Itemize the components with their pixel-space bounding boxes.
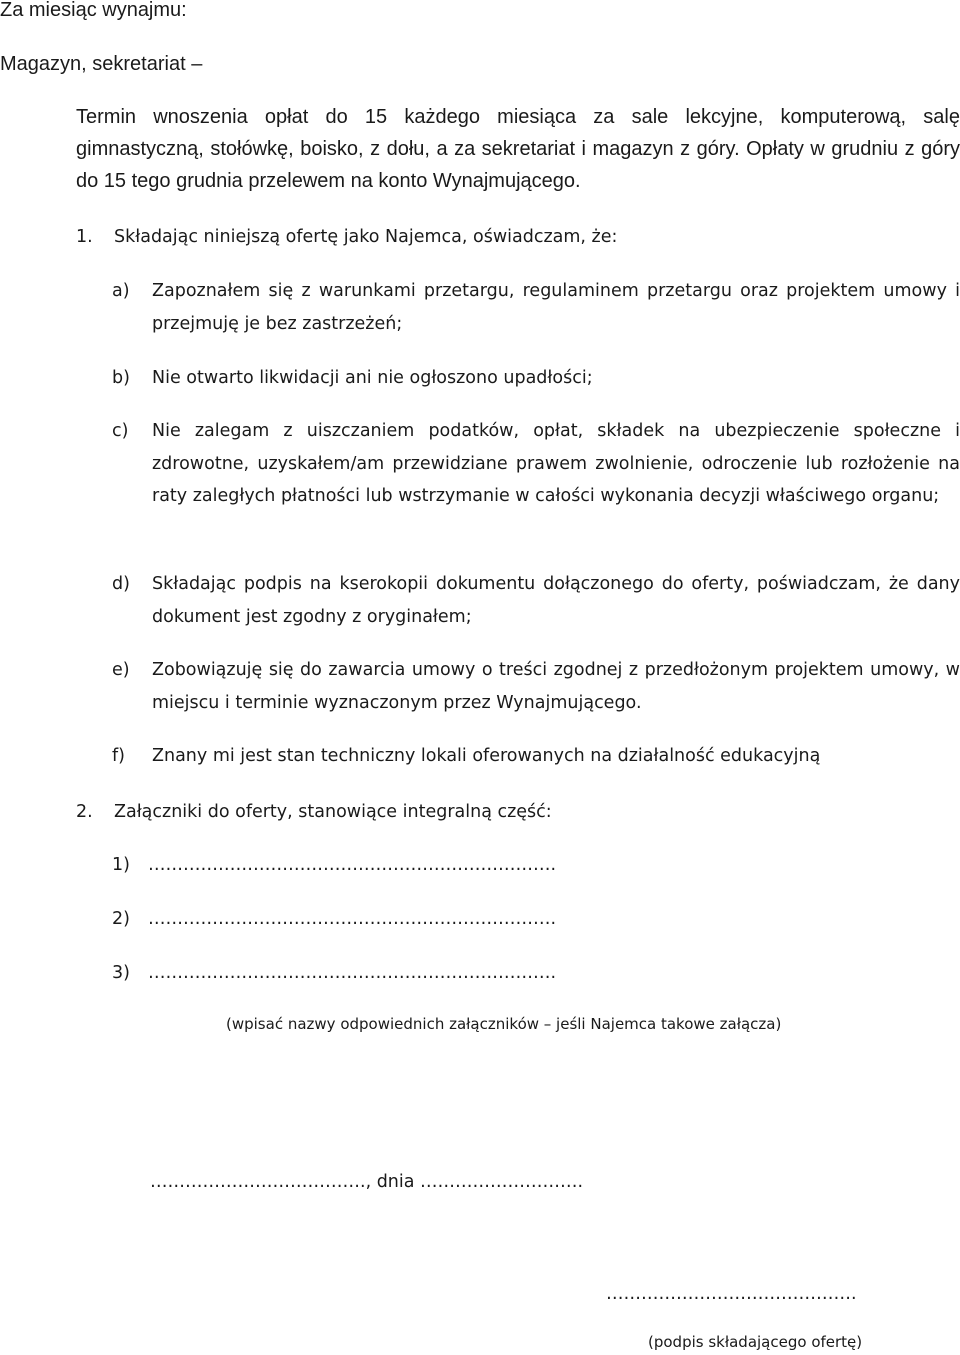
item-label: e): [112, 660, 130, 680]
attachment-blank: …………………………………………………………….: [148, 855, 557, 875]
item-label: d): [112, 574, 130, 594]
rent-heading: Za miesiąc wynajmu:: [0, 0, 187, 21]
section-2-number: 2.: [76, 802, 93, 822]
section-1-number: 1.: [76, 227, 93, 247]
signature-line: …………………………………….: [606, 1284, 857, 1304]
section-2-heading: Załączniki do oferty, stanowiące integralną część:: [114, 802, 552, 822]
location-line: Magazyn, sekretariat –: [0, 53, 203, 75]
attachment-label: 1): [112, 855, 130, 875]
attachment-blank: …………………………………………………………….: [148, 963, 557, 983]
place-date-line: ………………………………., dnia ……………………….: [150, 1172, 584, 1192]
attachments-note: (wpisać nazwy odpowiednich załączników – jeśli Najemca takowe załącza): [226, 1015, 782, 1033]
item-text: Nie zalegam z uiszczaniem podatków, opłat, składek na ubezpieczenie społeczne i zdrowotne, uzyskałem/am przewidziane prawem zwolnienie, odroczenie lub rozłożenie na raty zaległych płatności lub wstrzymanie w całości wykonania decyzji właściwego organu;: [152, 421, 960, 506]
payment-terms-paragraph: Termin wnoszenia opłat do 15 każdego miesiąca za sale lekcyjne, komputerową, salę gimnastyczną, stołówkę, boisko, z dołu, a za sekretariat i magazyn z góry. Opłaty w grudniu z góry do 15 tego grudnia przelewem na konto Wynajmującego.: [76, 106, 960, 192]
item-label: b): [112, 368, 130, 388]
item-text: Znany mi jest stan techniczny lokali oferowanych na działalność edukacyjną: [152, 746, 821, 766]
item-text: Nie otwarto likwidacji ani nie ogłoszono upadłości;: [152, 368, 593, 388]
item-label: a): [112, 281, 130, 301]
attachment-label: 2): [112, 909, 130, 929]
attachment-label: 3): [112, 963, 130, 983]
signature-caption: (podpis składającego ofertę): [648, 1333, 863, 1351]
attachment-blank: …………………………………………………………….: [148, 909, 557, 929]
item-label: c): [112, 421, 129, 441]
item-label: f): [112, 746, 125, 766]
item-text: Zobowiązuję się do zawarcia umowy o treści zgodnej z przedłożonym projektem umowy, w miejscu i terminie wyznaczonym przez Wynajmującego.: [152, 660, 960, 713]
item-text: Składając podpis na kserokopii dokumentu dołączonego do oferty, poświadczam, że dany dokument jest zgodny z oryginałem;: [152, 574, 960, 627]
section-1-heading: Składając niniejszą ofertę jako Najemca, oświadczam, że:: [114, 227, 618, 247]
item-text: Zapoznałem się z warunkami przetargu, regulaminem przetargu oraz projektem umowy i przejmuję je bez zastrzeżeń;: [152, 281, 960, 334]
